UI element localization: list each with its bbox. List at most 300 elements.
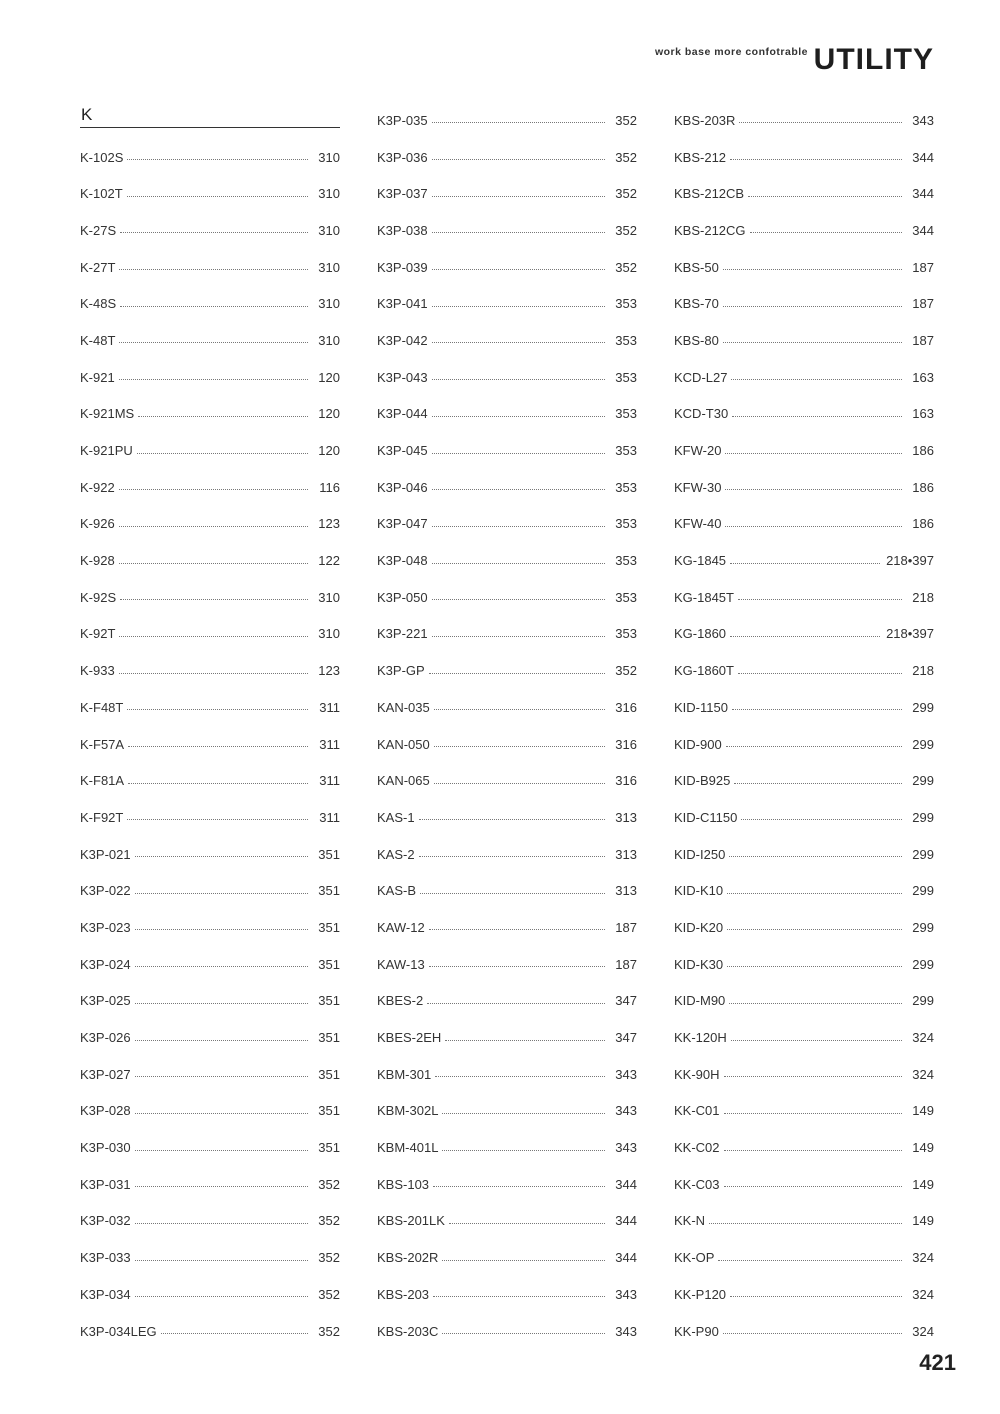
entry-page: 353	[615, 296, 637, 312]
index-entry	[674, 726, 934, 763]
index-entry	[377, 359, 637, 396]
index-entry	[674, 249, 934, 286]
dot-leader	[128, 782, 308, 784]
entry-code: K3P-221	[377, 626, 428, 642]
dot-leader	[727, 892, 902, 894]
entry-page: 352	[615, 222, 637, 238]
entry-code: K3P-034LEG	[80, 1323, 157, 1339]
entry-code: K-921PU	[80, 443, 133, 459]
entry-code: KFW-30	[674, 479, 722, 495]
dot-leader	[135, 892, 308, 894]
dot-leader	[127, 818, 308, 820]
entry-page: 343	[912, 112, 934, 128]
entry-page: 343	[615, 1140, 637, 1156]
entry-code: KK-120H	[674, 1030, 727, 1046]
index-entry	[377, 1313, 637, 1350]
entry-page: 299	[912, 809, 934, 825]
dot-leader	[135, 1295, 308, 1297]
index-entry	[80, 1239, 340, 1276]
entry-code: KAN-050	[377, 736, 430, 752]
entry-page: 310	[318, 589, 340, 605]
entry-code: K-102S	[80, 149, 124, 165]
entry-code: KID-B925	[674, 773, 731, 789]
entry-page: 310	[318, 149, 340, 165]
index-entry	[80, 836, 340, 873]
dot-leader	[727, 965, 902, 967]
entry-code: K3P-022	[80, 883, 131, 899]
index-entry	[377, 432, 637, 469]
dot-leader	[120, 305, 308, 307]
entry-code: KAN-065	[377, 773, 430, 789]
index-entry	[674, 175, 934, 212]
entry-code: K3P-047	[377, 516, 428, 532]
index-entry	[377, 1019, 637, 1056]
entry-page: 343	[615, 1066, 637, 1082]
entry-page: 299	[912, 919, 934, 935]
entry-page: 324	[912, 1066, 934, 1082]
entry-code: KG-1845	[674, 553, 727, 569]
index-entry	[377, 212, 637, 249]
dot-leader	[432, 525, 605, 527]
dot-leader	[135, 1075, 308, 1077]
dot-leader	[432, 268, 605, 270]
entry-page: 352	[615, 149, 637, 165]
entry-code: K3P-041	[377, 296, 428, 312]
index-entry	[80, 322, 340, 359]
entry-page: 299	[912, 736, 934, 752]
dot-leader	[724, 1149, 902, 1151]
entry-page: 344	[615, 1176, 637, 1192]
index-entry	[80, 1166, 340, 1203]
entry-page: 299	[912, 883, 934, 899]
entry-page: 149	[912, 1213, 934, 1229]
index-entry	[377, 285, 637, 322]
dot-leader	[442, 1332, 605, 1334]
header-tagline: work base more confotrable	[654, 46, 808, 58]
entry-code: K-102T	[80, 186, 123, 202]
dot-leader	[730, 1295, 902, 1297]
index-entry	[377, 1129, 637, 1166]
index-entry	[377, 616, 637, 653]
entry-code: K3P-044	[377, 406, 428, 422]
index-entry	[377, 689, 637, 726]
entry-code: K3P-034	[80, 1286, 131, 1302]
dot-leader	[135, 1149, 308, 1151]
entry-code: KBES-2EH	[377, 1030, 442, 1046]
dot-leader	[445, 1039, 605, 1041]
entry-page: 316	[615, 773, 637, 789]
index-entry	[80, 542, 340, 579]
index-entry	[80, 469, 340, 506]
entry-code: K3P-043	[377, 369, 428, 385]
entry-page: 352	[615, 112, 637, 128]
entry-page: 316	[615, 699, 637, 715]
entry-code: K-922	[80, 479, 115, 495]
entry-code: KBS-212CG	[674, 222, 746, 238]
entry-page: 187	[912, 332, 934, 348]
entry-code: KBS-202R	[377, 1250, 439, 1266]
index-entry	[80, 396, 340, 433]
dot-leader	[432, 305, 605, 307]
dot-leader	[434, 708, 605, 710]
entry-page: 313	[615, 883, 637, 899]
index-entry	[377, 726, 637, 763]
dot-leader	[432, 158, 605, 160]
dot-leader	[738, 672, 902, 674]
entry-code: KK-OP	[674, 1250, 715, 1266]
entry-page: 353	[615, 332, 637, 348]
entry-page: 218•397	[886, 626, 934, 642]
entry-page: 344	[615, 1250, 637, 1266]
entry-code: K3P-026	[80, 1030, 131, 1046]
dot-leader	[725, 488, 902, 490]
index-entry	[674, 946, 934, 983]
index-entry	[674, 285, 934, 322]
dot-leader	[127, 158, 308, 160]
dot-leader	[723, 305, 902, 307]
dot-leader	[135, 855, 308, 857]
dot-leader	[732, 415, 902, 417]
dot-leader	[432, 488, 605, 490]
entry-page: 163	[912, 369, 934, 385]
dot-leader	[120, 598, 308, 600]
entry-page: 218•397	[886, 553, 934, 569]
entry-page: 353	[615, 626, 637, 642]
index-entry	[377, 946, 637, 983]
dot-leader	[433, 1295, 605, 1297]
entry-code: KK-C03	[674, 1176, 720, 1192]
entry-code: K3P-031	[80, 1176, 131, 1192]
dot-leader	[135, 1259, 308, 1261]
dot-leader	[137, 452, 308, 454]
entry-page: 187	[615, 919, 637, 935]
entry-code: K3P-037	[377, 186, 428, 202]
index-entry	[377, 469, 637, 506]
index-entry	[674, 983, 934, 1020]
index-entry	[80, 432, 340, 469]
index-entry	[674, 1129, 934, 1166]
index-entry	[674, 542, 934, 579]
dot-leader	[725, 525, 902, 527]
entry-page: 299	[912, 993, 934, 1009]
index-entry	[674, 909, 934, 946]
dot-leader	[119, 525, 308, 527]
dot-leader	[741, 818, 902, 820]
dot-leader	[731, 378, 902, 380]
entry-code: K3P-024	[80, 956, 131, 972]
index-entry	[80, 506, 340, 543]
dot-leader	[723, 268, 902, 270]
entry-page: 352	[615, 259, 637, 275]
entry-code: KID-1150	[674, 699, 728, 715]
dot-leader	[723, 1332, 902, 1334]
entry-code: K-92S	[80, 589, 117, 605]
entry-code: K-928	[80, 553, 115, 569]
index-entry	[377, 762, 637, 799]
index-entry	[377, 175, 637, 212]
entry-page: 324	[912, 1030, 934, 1046]
index-entry	[377, 1093, 637, 1130]
entry-page: 344	[912, 186, 934, 202]
entry-page: 310	[318, 259, 340, 275]
entry-page: 316	[615, 736, 637, 752]
index-entry	[674, 1313, 934, 1350]
entry-page: 351	[318, 993, 340, 1009]
dot-leader	[138, 415, 308, 417]
entry-code: K3P-GP	[377, 663, 425, 679]
dot-leader	[119, 672, 308, 674]
entry-page: 149	[912, 1140, 934, 1156]
entry-code: K3P-050	[377, 589, 428, 605]
entry-page: 343	[615, 1323, 637, 1339]
dot-leader	[419, 818, 605, 820]
dot-leader	[429, 928, 605, 930]
entry-page: 310	[318, 222, 340, 238]
entry-code: KBES-2	[377, 993, 424, 1009]
index-entry	[377, 1166, 637, 1203]
entry-code: KK-C01	[674, 1103, 720, 1119]
entry-code: KAS-B	[377, 883, 417, 899]
dot-leader	[427, 1002, 605, 1004]
entry-page: 186	[912, 516, 934, 532]
dot-leader	[429, 965, 605, 967]
entry-page: 353	[615, 443, 637, 459]
index-entry	[377, 836, 637, 873]
entry-page: 352	[318, 1323, 340, 1339]
entry-code: KK-P120	[674, 1286, 727, 1302]
dot-leader	[429, 672, 605, 674]
dot-leader	[726, 745, 902, 747]
entry-code: KAS-2	[377, 846, 415, 862]
dot-leader	[442, 1149, 605, 1151]
entry-page: 310	[318, 296, 340, 312]
entry-code: K3P-038	[377, 222, 428, 238]
index-entry	[377, 102, 637, 139]
index-entry	[80, 1129, 340, 1166]
dot-leader	[731, 1039, 902, 1041]
dot-leader	[730, 562, 880, 564]
entry-page: 120	[318, 369, 340, 385]
dot-leader	[724, 1112, 902, 1114]
entry-code: K3P-028	[80, 1103, 131, 1119]
dot-leader	[119, 488, 308, 490]
entry-code: K-926	[80, 516, 115, 532]
index-column-1	[80, 102, 340, 1349]
entry-page: 218	[912, 663, 934, 679]
entry-code: KG-1860	[674, 626, 727, 642]
index-entry	[377, 139, 637, 176]
dot-leader	[442, 1112, 605, 1114]
entry-page: 120	[318, 406, 340, 422]
entry-page: 311	[319, 809, 340, 825]
entry-page: 187	[912, 259, 934, 275]
index-entry	[80, 983, 340, 1020]
entry-code: KG-1860T	[674, 663, 734, 679]
entry-page: 353	[615, 589, 637, 605]
entry-code: KAN-035	[377, 699, 430, 715]
entry-page: 149	[912, 1103, 934, 1119]
index-entry	[80, 359, 340, 396]
dot-leader	[739, 121, 902, 123]
entry-page: 310	[318, 626, 340, 642]
index-entry	[80, 652, 340, 689]
entry-code: K3P-030	[80, 1140, 131, 1156]
entry-page: 343	[615, 1103, 637, 1119]
entry-page: 311	[319, 773, 340, 789]
dot-leader	[727, 928, 902, 930]
entry-code: KAS-1	[377, 809, 415, 825]
index-entry	[674, 396, 934, 433]
entry-code: KK-C02	[674, 1140, 720, 1156]
dot-leader	[449, 1222, 605, 1224]
dot-leader	[135, 928, 308, 930]
index-entry	[80, 616, 340, 653]
index-entry	[377, 1056, 637, 1093]
dot-leader	[432, 341, 605, 343]
dot-leader	[135, 1185, 308, 1187]
entry-code: K-F81A	[80, 773, 125, 789]
index-entry	[674, 1203, 934, 1240]
index-entry	[674, 1276, 934, 1313]
index-entry	[80, 175, 340, 212]
entry-page: 344	[912, 222, 934, 238]
entry-code: K-48T	[80, 332, 116, 348]
dot-leader	[432, 562, 605, 564]
index-entry	[674, 1056, 934, 1093]
entry-code: K-921	[80, 369, 115, 385]
index-entry	[674, 102, 934, 139]
entry-code: K3P-025	[80, 993, 131, 1009]
index-entry	[674, 1093, 934, 1130]
entry-code: KBS-203R	[674, 112, 736, 128]
entry-code: KBS-80	[674, 332, 719, 348]
entry-code: K-48S	[80, 296, 117, 312]
entry-code: KAW-13	[377, 956, 425, 972]
header-title: UTILITY	[813, 43, 934, 76]
index-entry	[674, 1019, 934, 1056]
entry-code: KID-K30	[674, 956, 724, 972]
dot-leader	[729, 855, 902, 857]
dot-leader	[730, 158, 902, 160]
index-entry	[80, 1019, 340, 1056]
index-entry	[674, 836, 934, 873]
entry-code: KID-K10	[674, 883, 724, 899]
entry-page: 186	[912, 443, 934, 459]
entry-page: 123	[318, 663, 340, 679]
index-entry	[377, 652, 637, 689]
index-entry	[377, 506, 637, 543]
entry-code: KAW-12	[377, 919, 425, 935]
entry-page: 351	[318, 1103, 340, 1119]
entry-code: KBM-301	[377, 1066, 432, 1082]
dot-leader	[730, 635, 880, 637]
entry-page: 351	[318, 846, 340, 862]
entry-page: 123	[318, 516, 340, 532]
entry-page: 116	[319, 479, 340, 495]
dot-leader	[127, 195, 308, 197]
entry-page: 352	[615, 663, 637, 679]
index-entry	[674, 469, 934, 506]
entry-code: K3P-045	[377, 443, 428, 459]
entry-code: KBS-203C	[377, 1323, 439, 1339]
index-entry	[80, 285, 340, 322]
entry-page: 352	[615, 186, 637, 202]
entry-code: K3P-032	[80, 1213, 131, 1229]
entry-page: 122	[318, 553, 340, 569]
entry-code: KK-N	[674, 1213, 706, 1229]
index-entry	[80, 726, 340, 763]
index-entry	[377, 322, 637, 359]
entry-code: K3P-046	[377, 479, 428, 495]
entry-page: 324	[912, 1286, 934, 1302]
entry-page: 311	[319, 699, 340, 715]
entry-code: KBS-201LK	[377, 1213, 445, 1229]
index-entry	[674, 506, 934, 543]
entry-page: 311	[319, 736, 340, 752]
entry-code: KBS-70	[674, 296, 719, 312]
section-heading	[80, 102, 340, 139]
entry-code: K-27S	[80, 222, 117, 238]
entry-code: KCD-L27	[674, 369, 728, 385]
entry-code: K3P-027	[80, 1066, 131, 1082]
dot-leader	[748, 195, 902, 197]
dot-leader	[128, 745, 308, 747]
entry-page: 352	[318, 1286, 340, 1302]
entry-page: 344	[615, 1213, 637, 1229]
dot-leader	[442, 1259, 605, 1261]
entry-page: 299	[912, 773, 934, 789]
dot-leader	[135, 1039, 308, 1041]
index-entry	[377, 542, 637, 579]
entry-code: KBS-212	[674, 149, 727, 165]
entry-page: 120	[318, 443, 340, 459]
index-entry	[674, 689, 934, 726]
dot-leader	[119, 268, 308, 270]
index-entry	[80, 872, 340, 909]
index-entry	[674, 1166, 934, 1203]
entry-page: 187	[615, 956, 637, 972]
dot-leader	[419, 855, 605, 857]
entry-page: 353	[615, 406, 637, 422]
entry-page: 299	[912, 699, 934, 715]
dot-leader	[135, 1112, 308, 1114]
index-entry	[377, 872, 637, 909]
index-entry	[80, 799, 340, 836]
index-entry	[80, 689, 340, 726]
entry-page: 186	[912, 479, 934, 495]
index-entry	[80, 909, 340, 946]
dot-leader	[432, 378, 605, 380]
entry-code: KBS-203	[377, 1286, 430, 1302]
entry-code: KBM-302L	[377, 1103, 439, 1119]
entry-code: KID-C1150	[674, 809, 738, 825]
entry-page: 352	[318, 1250, 340, 1266]
dot-leader	[738, 598, 902, 600]
dot-leader	[120, 231, 308, 233]
index-entry	[377, 909, 637, 946]
entry-code: KBS-103	[377, 1176, 430, 1192]
dot-leader	[718, 1259, 902, 1261]
index-entry	[674, 212, 934, 249]
index-entry	[377, 579, 637, 616]
index-entry	[674, 762, 934, 799]
index-entry	[377, 396, 637, 433]
entry-page: 149	[912, 1176, 934, 1192]
entry-page: 352	[318, 1213, 340, 1229]
entry-page: 344	[912, 149, 934, 165]
entry-page: 353	[615, 553, 637, 569]
dot-leader	[135, 965, 308, 967]
